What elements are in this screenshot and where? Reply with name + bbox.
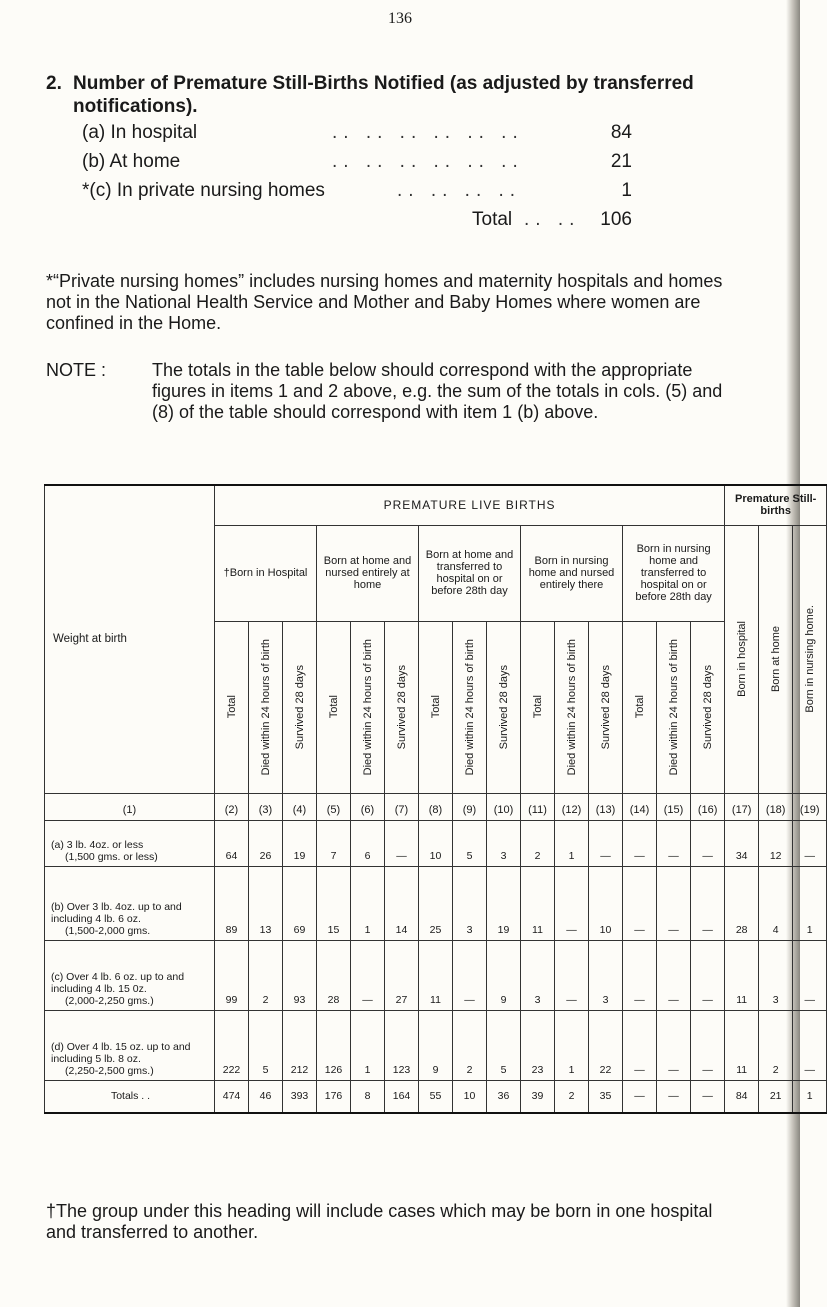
leader-dots: .. .. .. .. [397,180,522,201]
weight-range-gms: (2,250-2,500 gms.) [65,1064,154,1077]
table-cell: 5 [249,1010,283,1080]
leader-dots: .. .. [524,209,581,230]
totals-cell: 474 [215,1080,249,1113]
table-cell: 23 [521,1010,555,1080]
table-cell: 89 [215,866,249,940]
subheader-total [623,621,657,793]
totals-cell: 176 [317,1080,351,1113]
still-birth-summary [82,122,632,238]
subheader-label: Survived 28 days [599,664,612,750]
group-nursing-home-transferred: Born in nursing home and transferred to hospital on or before 28th day [623,525,725,621]
leader-dots: .. .. .. .. .. .. [332,122,524,143]
table-cell: — [623,866,657,940]
weight-range-label [45,940,215,1010]
table-cell: 3 [453,866,487,940]
weight-range-lb: (c) Over 4 lb. 6 oz. up to and including 4 lb. 15 0z. [51,970,185,995]
subheader-survived-28d [589,621,623,793]
totals-cell: 2 [555,1080,589,1113]
table-cell: 4 [759,866,793,940]
totals-cell: 84 [725,1080,759,1113]
table-cell: 13 [249,866,283,940]
table-cell: 3 [759,940,793,1010]
table-cell: 15 [317,866,351,940]
table-row [45,1010,827,1080]
still-col-label: Born in nursing home. [803,605,816,713]
subheader-label: Total [531,695,544,719]
table-cell: 6 [351,820,385,866]
table-cell: 19 [283,820,317,866]
column-number: (2) [215,793,249,820]
table-cell: 9 [487,940,521,1010]
table-cell: 126 [317,1010,351,1080]
weight-range-label [45,1010,215,1080]
live-births-header: PREMATURE LIVE BIRTHS [215,485,725,525]
column-number: (16) [691,793,725,820]
table-cell: 2 [249,940,283,1010]
summary-total-value: 106 [600,209,632,230]
column-number: (17) [725,793,759,820]
totals-cell: 8 [351,1080,385,1113]
column-number-row [45,793,827,820]
summary-item-nursing-home [82,180,632,209]
table-row [45,940,827,1010]
table-cell: — [793,820,827,866]
summary-item-label: (a) In hospital [82,122,198,143]
totals-cell: — [657,1080,691,1113]
summary-item-value: 84 [610,122,632,143]
subheader-died-24h [453,621,487,793]
table-cell: 69 [283,866,317,940]
subheader-label: Survived 28 days [293,664,306,750]
table-cell: 11 [419,940,453,1010]
subheader-survived-28d [691,621,725,793]
subheader-label: Total [225,695,238,719]
note-block [46,360,746,423]
weight-range-lb: (a) 3 lb. 4oz. or less [51,838,144,851]
table-cell: 28 [725,866,759,940]
column-number: (6) [351,793,385,820]
section-title: Number of Premature Still-Births Notified (as adjusted by transferred notifications). [73,73,694,117]
subheader-label: Survived 28 days [497,664,510,750]
table-cell: — [793,940,827,1010]
group-footnote: †The group under this heading will include cases which may be born in one hospital and transferred to another. [46,1201,713,1242]
table-cell: — [385,820,419,866]
table-cell: 19 [487,866,521,940]
table-cell: — [691,1010,725,1080]
table-cell: — [623,820,657,866]
table-cell: — [691,866,725,940]
table-cell: 1 [555,1010,589,1080]
weight-range-label [45,820,215,866]
column-number: (19) [793,793,827,820]
column-number: (1) [45,793,215,820]
summary-total-label: Total [472,209,513,230]
table-cell: 5 [453,820,487,866]
table-cell: 34 [725,820,759,866]
table-cell: 1 [793,866,827,940]
table-cell: — [657,940,691,1010]
totals-cell: 10 [453,1080,487,1113]
totals-cell: — [623,1080,657,1113]
table-cell: — [453,940,487,1010]
summary-item-hospital [82,122,632,151]
totals-cell: 393 [283,1080,317,1113]
weight-range-gms: (1,500-2,000 gms. [65,924,151,937]
subheader-died-24h [351,621,385,793]
table-cell: 10 [589,866,623,940]
column-number: (15) [657,793,691,820]
table-cell: 3 [589,940,623,1010]
table-cell: — [691,820,725,866]
subheader-label: Died within 24 hours of birth [259,638,272,776]
table-cell: 93 [283,940,317,1010]
table-cell: 212 [283,1010,317,1080]
column-number: (18) [759,793,793,820]
totals-cell: — [691,1080,725,1113]
group-born-at-home-nursed: Born at home and nursed entirely at home [317,525,419,621]
column-number: (3) [249,793,283,820]
subheader-label: Died within 24 hours of birth [463,638,476,776]
weight-range-lb: (d) Over 4 lb. 15 oz. up to and including 5 lb. 8 oz. [51,1040,191,1065]
table-cell: — [657,820,691,866]
leader-dots: .. .. .. .. .. .. [332,151,524,172]
summary-item-value: 1 [621,180,632,201]
subheader-label: Total [633,695,646,719]
still-col-label: Born at home [769,625,782,693]
totals-cell: 39 [521,1080,555,1113]
column-number: (9) [453,793,487,820]
table-cell: — [351,940,385,1010]
column-number: (5) [317,793,351,820]
subheader-total [215,621,249,793]
still-col-label: Born in hospital [735,621,748,697]
table-cell: 3 [487,820,521,866]
table-cell: 1 [351,1010,385,1080]
subheader-total [317,621,351,793]
weight-range-gms: (2,000-2,250 gms.) [65,994,154,1007]
group-born-in-hospital: †Born in Hospital [215,525,317,621]
table-cell: — [555,866,589,940]
table-cell: — [657,866,691,940]
table-cell: 64 [215,820,249,866]
weight-range-label [45,866,215,940]
subheader-died-24h [657,621,691,793]
totals-cell: 36 [487,1080,521,1113]
totals-cell: 1 [793,1080,827,1113]
subheader-label: Survived 28 days [395,664,408,750]
group-home-transferred: Born at home and transferred to hospital on or before 28th day [419,525,521,621]
subheader-label: Died within 24 hours of birth [565,638,578,776]
table-cell: 3 [521,940,555,1010]
table-cell: 99 [215,940,249,1010]
section-number: 2. [46,73,62,94]
private-nursing-footnote: *“Private nursing homes” includes nursing homes and maternity hospitals and homes not in the National Health Service and Mother and Baby Homes where women are confined in the Home. [46,271,723,333]
column-number: (12) [555,793,589,820]
table-body [45,820,827,1113]
still-births-header: Premature Still-births [725,485,827,525]
subheader-label: Died within 24 hours of birth [667,638,680,776]
summary-item-label: (b) At home [82,151,181,172]
table-cell: — [623,940,657,1010]
column-number: (10) [487,793,521,820]
totals-cell: 164 [385,1080,419,1113]
totals-cell: 46 [249,1080,283,1113]
totals-label: Totals . . [45,1080,215,1113]
table-cell: 28 [317,940,351,1010]
table-cell: 222 [215,1010,249,1080]
subheader-label: Died within 24 hours of birth [361,638,374,776]
subheader-died-24h [555,621,589,793]
table-cell: 7 [317,820,351,866]
still-col-hospital [725,525,759,793]
note-label: NOTE : [46,360,107,380]
subheader-label: Total [327,695,340,719]
table-cell: 22 [589,1010,623,1080]
table-cell: — [793,1010,827,1080]
subheader-total [419,621,453,793]
table-cell: 5 [487,1010,521,1080]
table-cell: 9 [419,1010,453,1080]
table-cell: 14 [385,866,419,940]
subheader-survived-28d [385,621,419,793]
table-cell: 11 [725,940,759,1010]
still-col-nursing-home [793,525,827,793]
column-number: (7) [385,793,419,820]
table-cell: 25 [419,866,453,940]
subheader-survived-28d [487,621,521,793]
subheader-died-24h [249,621,283,793]
note-text: The totals in the table below should correspond with the appropriate figures in items 1 and 2 above, e.g. the sum of the totals in cols. (5) and (8) of the table should correspond with item 1 (b) above. [152,360,723,422]
column-number: (14) [623,793,657,820]
weight-range-gms: (1,500 gms. or less) [65,850,158,863]
table-cell: 26 [249,820,283,866]
subheader-label: Total [429,695,442,719]
weight-range-lb: (b) Over 3 lb. 4oz. up to and including 4 lb. 6 oz. [51,900,182,925]
table-row [45,866,827,940]
table-cell: 2 [521,820,555,866]
table-cell: 123 [385,1010,419,1080]
summary-total [82,209,632,238]
table-cell: 11 [521,866,555,940]
table-cell: — [555,940,589,1010]
summary-item-label: *(c) In private nursing homes [82,180,325,201]
column-number: (11) [521,793,555,820]
column-number: (4) [283,793,317,820]
page-number: 136 [388,10,412,27]
table-cell: 1 [555,820,589,866]
subheader-survived-28d [283,621,317,793]
totals-cell: 21 [759,1080,793,1113]
table-cell: 11 [725,1010,759,1080]
weight-header: Weight at birth [45,485,215,793]
table-cell: — [691,940,725,1010]
table-cell: 2 [759,1010,793,1080]
table-cell: 10 [419,820,453,866]
table-row [45,820,827,866]
table-cell: — [589,820,623,866]
summary-item-home [82,151,632,180]
group-nursing-home-nursed: Born in nursing home and nursed entirely there [521,525,623,621]
summary-item-value: 21 [610,151,632,172]
still-col-home [759,525,793,793]
table-cell: 2 [453,1010,487,1080]
table-cell: 12 [759,820,793,866]
premature-births-table [44,484,827,1114]
section-heading [46,72,726,118]
table-cell: 27 [385,940,419,1010]
totals-cell: 35 [589,1080,623,1113]
totals-cell: 55 [419,1080,453,1113]
column-number: (13) [589,793,623,820]
subheader-label: Survived 28 days [701,664,714,750]
subheader-total [521,621,555,793]
totals-row [45,1080,827,1113]
column-number: (8) [419,793,453,820]
table-cell: 1 [351,866,385,940]
table-cell: — [657,1010,691,1080]
table-cell: — [623,1010,657,1080]
